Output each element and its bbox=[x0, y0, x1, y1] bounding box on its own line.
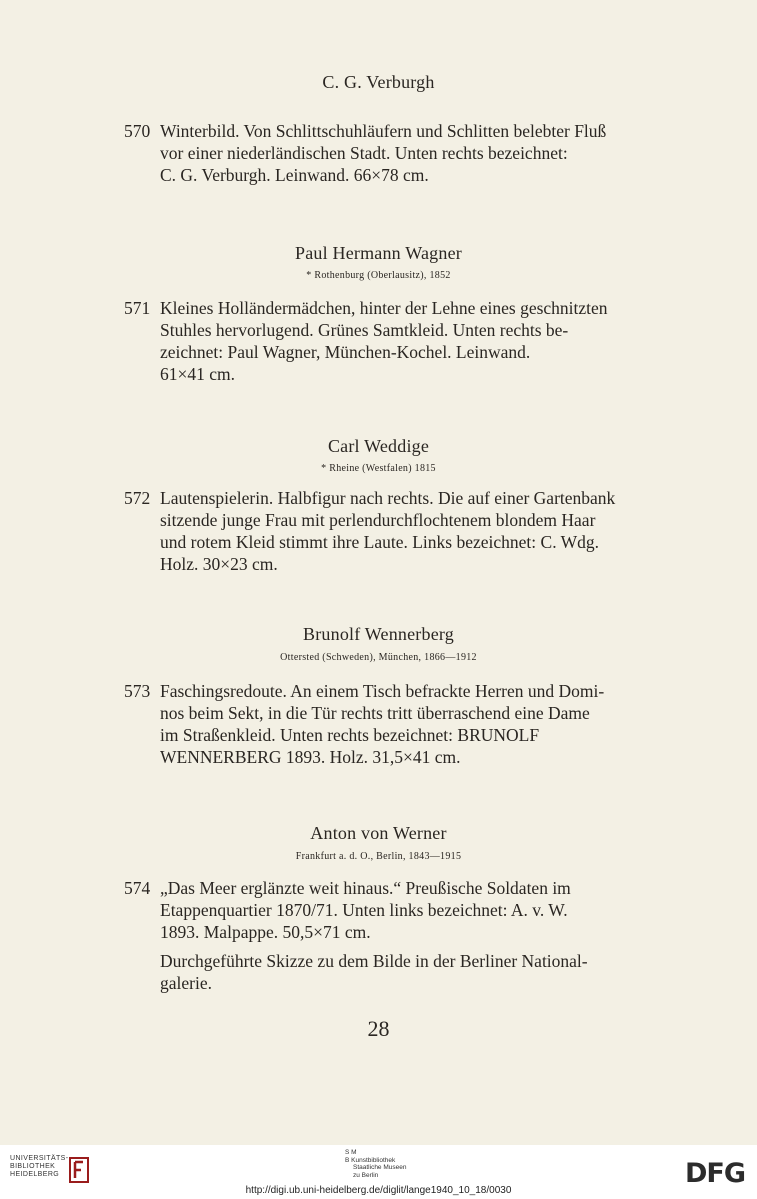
entry-line: Winterbild. Von Schlittschuhläufern und Schlitten belebter Fluß bbox=[160, 121, 607, 141]
entry-line: im Straßenkleid. Unten rechts bezeichnet: BRUNOLF bbox=[160, 725, 540, 745]
artist-bio: Ottersted (Schweden), München, 1866—1912 bbox=[280, 652, 477, 663]
university-logo-icon[interactable] bbox=[69, 1157, 89, 1183]
university-line: HEIDELBERG bbox=[10, 1171, 60, 1178]
artist-heading: Paul Hermann Wagner bbox=[295, 243, 462, 263]
artist-heading: Carl Weddige bbox=[327, 436, 430, 456]
entry-line: vor einer niederländischen Stadt. Unten rechts bezeichnet: bbox=[160, 143, 568, 163]
entry-line: WENNERBERG 1893. Holz. 31,5×41 cm. bbox=[160, 747, 461, 767]
page-number: 28 bbox=[367, 1016, 390, 1041]
entry-line: C. G. Verburgh. Leinwand. 66×78 cm. bbox=[160, 165, 429, 185]
entry-number: 570 bbox=[124, 121, 151, 141]
center-line: Staatliche Museen bbox=[353, 1164, 407, 1171]
entry-line: nos beim Sekt, in die Tür rechts tritt überraschend eine Dame bbox=[160, 703, 590, 723]
catalog-entry bbox=[124, 487, 672, 575]
entry-number: 572 bbox=[124, 488, 151, 508]
center-line: S M bbox=[345, 1149, 357, 1156]
artist-bio: Frankfurt a. d. O., Berlin, 1843—1915 bbox=[295, 851, 462, 862]
dfg-logo[interactable]: DFG bbox=[684, 1158, 745, 1189]
center-line: B Kunstbibliothek bbox=[345, 1156, 396, 1164]
note-line: galerie. bbox=[160, 973, 212, 993]
catalog-entry bbox=[124, 877, 672, 943]
entry-line: und rotem Kleid stimmt ihre Laute. Links bezeichnet: C. Wdg. bbox=[160, 532, 600, 552]
artist-heading: C. G. Verburgh bbox=[322, 72, 435, 92]
entry-line: zeichnet: Paul Wagner, München-Kochel. Leinwand. bbox=[160, 342, 531, 362]
university-library-label[interactable] bbox=[10, 1155, 68, 1179]
catalog-entry bbox=[124, 120, 672, 186]
source-url[interactable]: http://digi.ub.uni-heidelberg.de/diglit/lange1940_10_18/0030 bbox=[245, 1185, 512, 1196]
entry-line: sitzende junge Frau mit perlendurchflochtenem blondem Haar bbox=[160, 510, 596, 530]
note-line: Durchgeführte Skizze zu dem Bilde in der Berliner National- bbox=[160, 951, 588, 971]
catalog-entry bbox=[124, 680, 672, 768]
kunstbibliothek-label[interactable] bbox=[345, 1149, 406, 1179]
university-line: UNIVERSITÄTS- bbox=[10, 1155, 69, 1162]
entry-number: 574 bbox=[124, 878, 151, 898]
entry-line: Kleines Holländermädchen, hinter der Lehne eines geschnitzten bbox=[160, 298, 608, 318]
entry-number: 571 bbox=[124, 298, 151, 318]
university-line: BIBLIOTHEK bbox=[10, 1163, 56, 1170]
artist-bio: * Rheine (Westfalen) 1815 bbox=[321, 463, 436, 474]
entry-line: Etappenquartier 1870/71. Unten links bezeichnet: A. v. W. bbox=[160, 900, 568, 920]
artist-heading: Anton von Werner bbox=[310, 823, 447, 843]
artist-heading: Brunolf Wennerberg bbox=[303, 624, 454, 644]
entry-line: Lautenspielerin. Halbfigur nach rechts. Die auf einer Gartenbank bbox=[160, 488, 616, 508]
catalog-entry bbox=[124, 297, 672, 385]
entry-line: Stuhles hervorlugend. Grünes Samtkleid. Unten rechts be- bbox=[160, 320, 569, 340]
entry-line: „Das Meer erglänzte weit hinaus.“ Preußische Soldaten im bbox=[160, 878, 571, 898]
entry-note bbox=[160, 950, 672, 994]
entry-line: 1893. Malpappe. 50,5×71 cm. bbox=[160, 922, 371, 942]
entry-number: 573 bbox=[124, 681, 151, 701]
entry-line: 61×41 cm. bbox=[160, 364, 235, 384]
center-line: zu Berlin bbox=[353, 1171, 379, 1179]
entry-line: Holz. 30×23 cm. bbox=[160, 554, 278, 574]
entry-line: Faschingsredoute. An einem Tisch befrackte Herren und Domi- bbox=[160, 681, 605, 701]
artist-bio: * Rothenburg (Oberlausitz), 1852 bbox=[306, 270, 451, 281]
